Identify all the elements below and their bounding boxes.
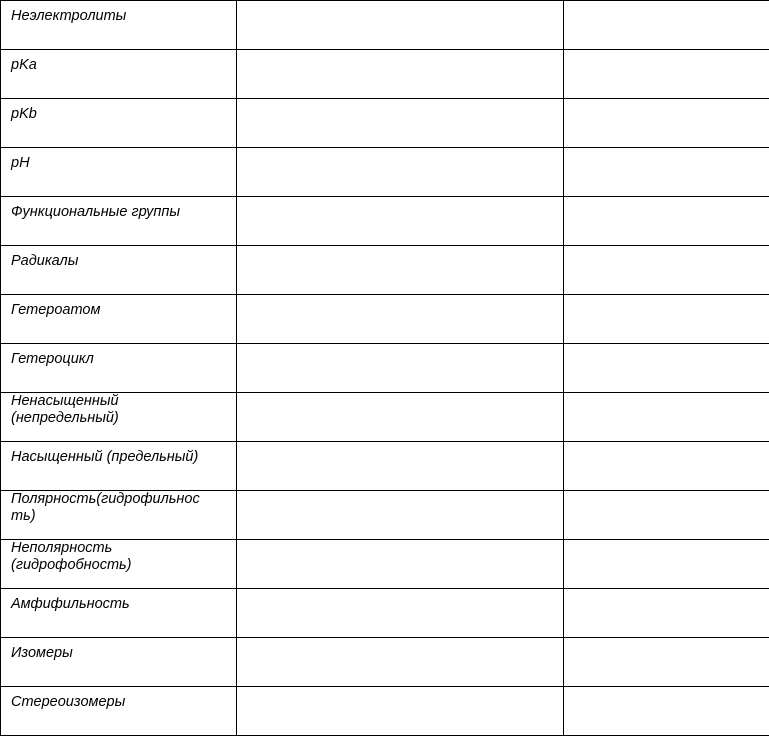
answer-cell-1[interactable]: [237, 99, 564, 148]
answer-cell-1[interactable]: [237, 344, 564, 393]
answer-cell-1[interactable]: [237, 246, 564, 295]
answer-cell-1[interactable]: [237, 540, 564, 589]
answer-cell-1[interactable]: [237, 638, 564, 687]
term-label: Неэлектролиты: [11, 8, 127, 24]
term-cell: [1, 638, 237, 687]
term-cell: [1, 344, 237, 393]
term-label: Изомеры: [11, 645, 73, 661]
term-cell: [1, 393, 237, 442]
answer-cell-2[interactable]: [564, 295, 769, 344]
table-row: [1, 638, 769, 687]
term-label: Стереоизомеры: [11, 694, 126, 710]
answer-cell-2[interactable]: [564, 344, 769, 393]
table-row: [1, 246, 769, 295]
answer-cell-2[interactable]: [564, 197, 769, 246]
answer-cell-1[interactable]: [237, 1, 564, 50]
table-row: [1, 1, 769, 50]
answer-cell-2[interactable]: [564, 687, 769, 736]
answer-cell-2[interactable]: [564, 491, 769, 540]
answer-cell-2[interactable]: [564, 99, 769, 148]
term-cell: [1, 442, 237, 491]
term-cell: [1, 246, 237, 295]
table-row: [1, 50, 769, 99]
term-label: Полярность(гидрофильнос ть): [11, 491, 200, 524]
table-row: [1, 540, 769, 589]
table-row: [1, 393, 769, 442]
term-cell: [1, 50, 237, 99]
answer-cell-1[interactable]: [237, 589, 564, 638]
answer-cell-1[interactable]: [237, 491, 564, 540]
answer-cell-1[interactable]: [237, 197, 564, 246]
term-cell: [1, 589, 237, 638]
term-cell: [1, 197, 237, 246]
table-row: [1, 197, 769, 246]
table-row: [1, 99, 769, 148]
table-row: [1, 442, 769, 491]
answer-cell-1[interactable]: [237, 442, 564, 491]
answer-cell-2[interactable]: [564, 393, 769, 442]
term-cell: [1, 540, 237, 589]
answer-cell-2[interactable]: [564, 540, 769, 589]
answer-cell-2[interactable]: [564, 246, 769, 295]
term-cell: [1, 99, 237, 148]
terms-table-body: [1, 1, 769, 736]
term-label: Гетероатом: [11, 302, 101, 318]
table-row: [1, 295, 769, 344]
term-label: pKb: [11, 106, 37, 122]
term-label: pH: [11, 155, 30, 171]
table-row: [1, 148, 769, 197]
answer-cell-2[interactable]: [564, 1, 769, 50]
answer-cell-1[interactable]: [237, 148, 564, 197]
answer-cell-2[interactable]: [564, 148, 769, 197]
table-row: [1, 344, 769, 393]
table-row: [1, 687, 769, 736]
term-cell: [1, 687, 237, 736]
term-cell: [1, 148, 237, 197]
answer-cell-1[interactable]: [237, 295, 564, 344]
answer-cell-2[interactable]: [564, 638, 769, 687]
term-label: Гетероцикл: [11, 351, 94, 367]
table-row: [1, 589, 769, 638]
term-label: Неполярность (гидрофобность): [11, 540, 132, 573]
answer-cell-1[interactable]: [237, 687, 564, 736]
term-cell: [1, 295, 237, 344]
table-row: [1, 491, 769, 540]
term-label: Ненасыщенный (непредельный): [11, 393, 119, 426]
term-label: Насыщенный (предельный): [11, 449, 199, 465]
answer-cell-1[interactable]: [237, 393, 564, 442]
term-label: Функциональные группы: [11, 204, 181, 220]
term-label: Радикалы: [11, 253, 79, 269]
answer-cell-2[interactable]: [564, 589, 769, 638]
answer-cell-2[interactable]: [564, 442, 769, 491]
term-label: pKa: [11, 57, 37, 73]
term-cell: [1, 1, 237, 50]
answer-cell-1[interactable]: [237, 50, 564, 99]
term-label: Амфифильность: [11, 596, 130, 612]
term-cell: [1, 491, 237, 540]
answer-cell-2[interactable]: [564, 50, 769, 99]
